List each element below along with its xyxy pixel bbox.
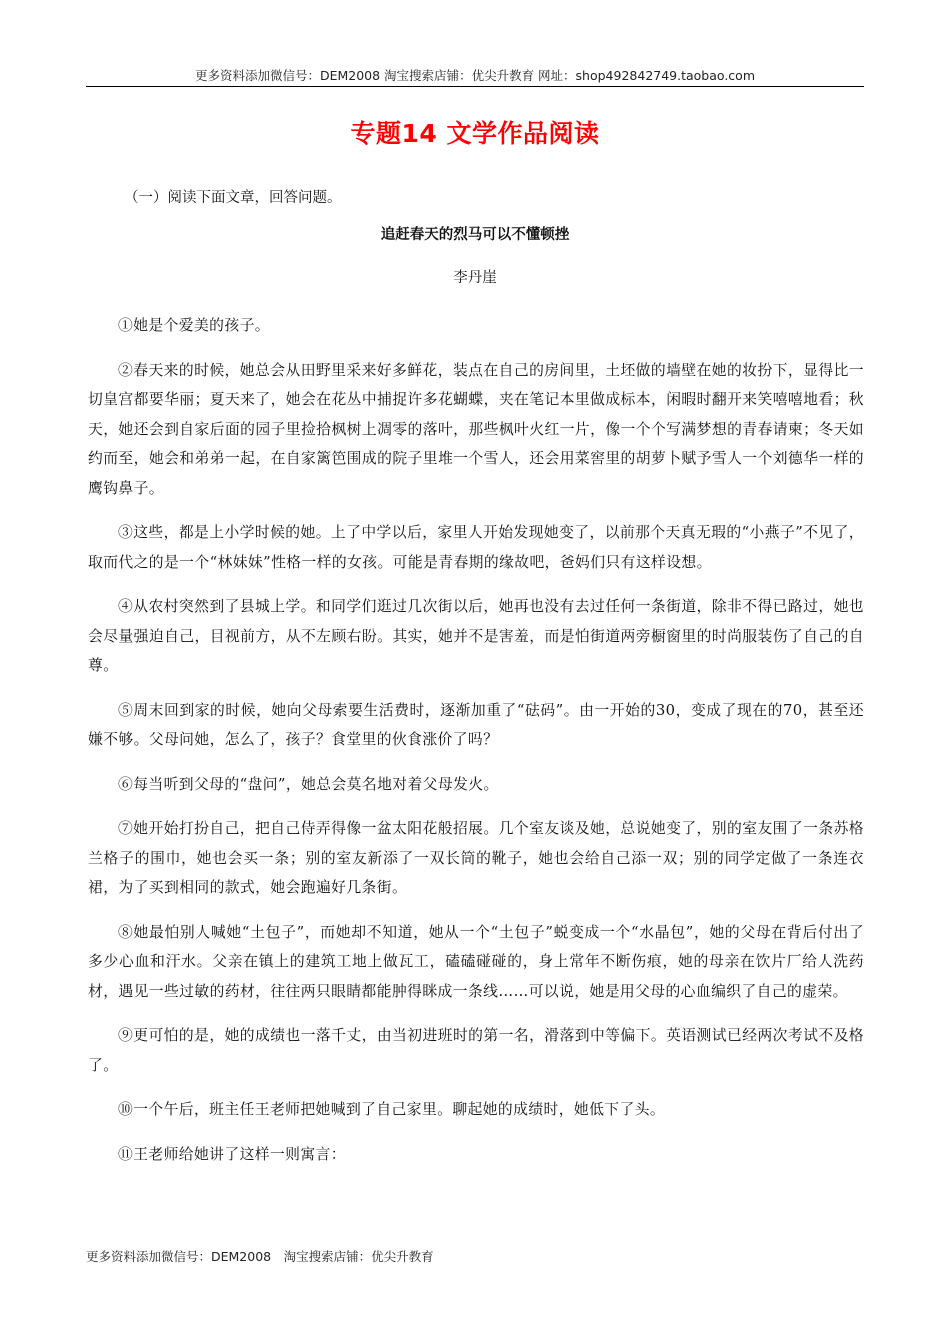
header-divider [86,86,864,87]
paragraph-10: ⑩一个午后，班主任王老师把她喊到了自己家里。聊起她的成绩时，她低下了头。 [118,1101,666,1118]
paragraph-9: ⑨更可怕的是，她的成绩也一落千丈，由当初进班时的第一名，滑落到中等偏下。英语测试已经两次考试不及格了。 [88,1027,864,1074]
paragraph-4: ④从农村突然到了县城上学。和同学们逛过几次街以后，她再也没有去过任何一条街道，除非不得已路过，她也会尽量强迫自己，目视前方，从不左顾右盼。其实，她并不是害羞，而是怕街道两旁橱窗里的时尚服装伤了自己的自尊。 [88,598,864,674]
page-header: 更多资料添加微信号：DEM2008 淘宝搜索店铺：优尖升教育 网址：shop492842749.taobao.com [194,68,756,83]
paragraph-6: ⑥每当听到父母的“盘问”，她总会莫名地对着父母发火。 [118,775,499,793]
paragraph-5: ⑤周末回到家的时候，她向父母索要生活费时，逐渐加重了“砝码”。由一开始的30，变成了现在的70，甚至还嫌不够。父母问她，怎么了，孩子？食堂里的伙食涨价了吗？ [88,701,864,748]
paragraph-8: ⑧她最怕别人喊她“土包子”，而她却不知道，她从一个“土包子”蜕变成一个“水晶包”，她的父母在背后付出了多少心血和汗水。父亲在镇上的建筑工地上做瓦工，磕磕碰碰的，身上常年不断伤痕，她的母亲在饮片厂给人洗药材，遇见一些过敏的药材，往往两只眼睛都能肿得眯成一条线……可以说，她是用父母的心血编织了自己的虚荣。 [88,923,864,1000]
article-title: 追赶春天的烈马可以不懂顿挫 [380,227,570,243]
paragraph-3: ③这些，都是上小学时候的她。上了中学以后，家里人开始发现她变了，以前那个天真无瑕的“小燕子”不见了，取而代之的是一个“林妹妹”性格一样的女孩。可能是青春期的缘故吧，爸妈们只有这样设想。 [88,524,864,571]
paragraph-1: ①她是个爱美的孩子。 [118,317,270,334]
section-label: （一）阅读下面文章，回答问题。 [124,190,342,206]
article-author: 李丹崖 [453,270,497,286]
paragraph-11: ⑪王老师给她讲了这样一则寓言： [118,1145,346,1163]
page-footer: 更多资料添加微信号：DEM2008 淘宝搜索店铺：优尖升教育 [86,1249,434,1264]
paragraph-2: ②春天来的时候，她总会从田野里采来好多鲜花，装点在自己的房间里，土坯做的墙壁在她的妆扮下，显得比一切皇宫都要华丽；夏天来了，她会在花丛中捕捉许多花蝴蝶，夹在笔记本里做成标本，闲暇时翻开来笑嘻嘻地看；秋天，她还会到自家后面的园子里捡拾枫树上凋零的落叶，那些枫叶火红一片，像一个个写满梦想的青春请柬；冬天如约而至，她会和弟弟一起，在自家篱笆围成的院子里堆一个雪人，还会用菜窖里的胡萝卜赋予雪人一个刘德华一样的鹰钩鼻子。 [88,361,864,497]
paragraph-7: ⑦她开始打扮自己，把自己侍弄得像一盆太阳花般招展。几个室友谈及她，总说她变了，别的室友围了一条苏格兰格子的围巾，她也会买一条；别的室友新添了一双长筒的靴子，她也会给自己添一双；别的同学定做了一条连衣裙，为了买到相同的款式，她会跑遍好几条街。 [88,820,864,896]
document-title: 专题14 文学作品阅读 [350,119,600,148]
article-body [88,311,864,1184]
